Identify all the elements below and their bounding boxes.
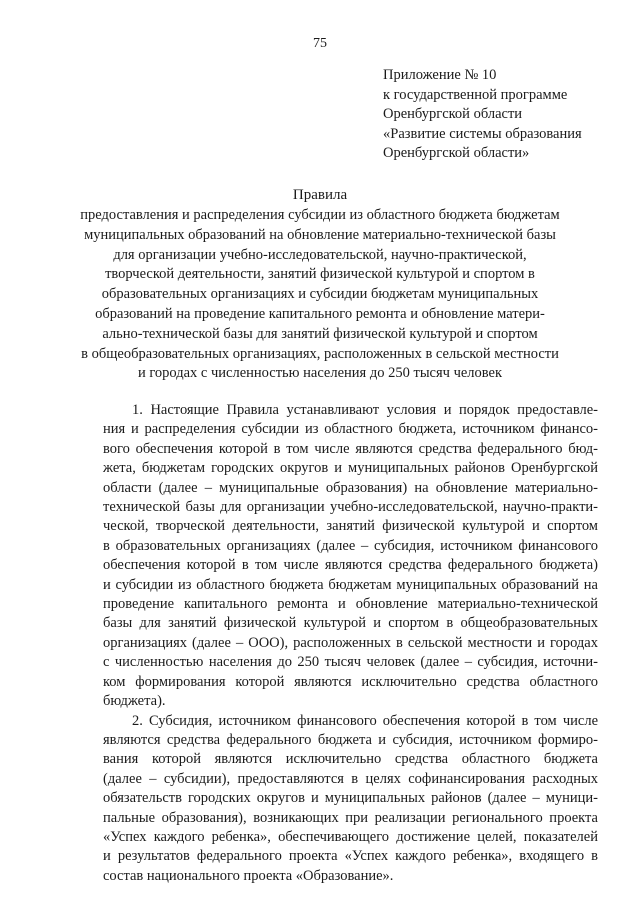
paragraph-line: ческой, творческой деятельности, занятий физической культурой и спортом (103, 518, 598, 535)
paragraph-line: 2. Субсидия, источником финансового обеспечения которой в том числе (132, 712, 598, 729)
paragraph-2 (103, 712, 598, 887)
appendix-line: Оренбургской области» (383, 145, 530, 161)
appendix-line: Приложение № 10 (383, 67, 497, 83)
appendix-line: к государственной программе (383, 86, 568, 103)
paragraph-line: (далее – субсидии), предоставляются в целях софинансирования расходных (103, 770, 598, 787)
subtitle-line: муниципальных образований на обновление материально-технической базы (84, 226, 556, 243)
appendix-line: «Развитие системы образования (383, 125, 582, 142)
subtitle-line: образований на проведение капитального ремонта и обновление матери- (95, 305, 545, 322)
page-number: 75 (313, 36, 327, 51)
paragraph-line: и субсидии из областного бюджета бюджетам муниципальных образований на (103, 576, 598, 593)
subtitle-line: в общеобразовательных организациях, расположенных в сельской местности (81, 345, 559, 362)
paragraph-line: обязательств городских округов и муниципальных районов (далее – муници- (103, 790, 598, 807)
paragraph-line: 1. Настоящие Правила устанавливают условия и порядок предоставле- (132, 402, 598, 418)
paragraph-line: бюджета). (103, 693, 166, 710)
paragraph-1 (103, 401, 598, 712)
subtitle-line: для организации учебно-исследовательской, научно-практической, (113, 246, 527, 263)
paragraph-line: ния и распределения субсидии из областного бюджета, источником финансо- (103, 421, 598, 438)
paragraph-line: проведение капитального ремонта и обновление материально-технической (103, 596, 598, 613)
paragraph-line: вания которой являются исключительно средства областного бюджета (103, 751, 598, 768)
subtitle-line: предоставления и распределения субсидии из областного бюджета бюджетам (80, 207, 560, 223)
subtitle-line: образовательных организациях и субсидии бюджетам муниципальных (101, 286, 539, 303)
paragraph-line: технической базы для организации учебно-исследовательской, научно-практи- (103, 499, 598, 516)
paragraph-line: организациях (далее – ООО), расположенных в сельской местности и городах (103, 634, 598, 651)
paragraph-line: базы для занятий физической культурой и спортом в общеобразовательных (103, 615, 598, 632)
paragraph-line: обеспечения которой в том числе являются средства федерального бюджета) (103, 557, 598, 574)
document-subtitle (0, 206, 640, 384)
subtitle-line: ально-технической базы для занятий физической культурой и спортом (102, 325, 538, 342)
paragraph-line: области (далее – муниципальные образования) на обновление материально- (103, 479, 598, 496)
paragraph-line: пальные образования), возникающих при реализации регионального проекта (103, 809, 598, 826)
paragraph-line: вого обеспечения которой в том числе являются средства федерального бюд- (103, 440, 598, 457)
appendix-header (383, 66, 582, 164)
paragraph-line: ком формирования которой являются исключительно средства областного (103, 673, 598, 690)
paragraph-line: и результатов федерального проекта «Успех каждого ребенка», входящего в (103, 848, 598, 865)
paragraph-line: в образовательных организациях (далее – субсидия, источником финансового (103, 537, 598, 554)
paragraph-line: жета, бюджетам городских округов и муниципальных районов Оренбургской (103, 460, 598, 477)
paragraph-line: состав национального проекта «Образование». (103, 867, 394, 884)
paragraph-line: с численностью населения до 250 тысяч человек (далее – субсидия, источни- (103, 654, 598, 671)
subtitle-line: творческой деятельности, занятий физической культурой и спортом в (105, 266, 535, 283)
appendix-line: Оренбургской области (383, 106, 523, 122)
document-body (103, 401, 598, 886)
paragraph-line: «Успех каждого ребенка», обеспечивающего достижение целей, показателей (103, 828, 598, 845)
paragraph-line: являются средства федерального бюджета и субсидия, источником формиро- (103, 731, 598, 748)
subtitle-line: и городах с численностью населения до 250 тысяч человек (137, 365, 503, 382)
document-title: Правила (292, 187, 348, 203)
